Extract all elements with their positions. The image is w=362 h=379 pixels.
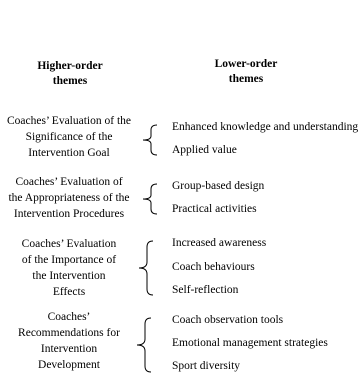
lower-theme-group-based-design: Group-based design [172,180,265,192]
lower-theme-practical-activities: Practical activities [172,203,257,215]
higher-theme-importance: Coaches’ Evaluation of the Importance of the Intervention Effects [21,238,117,298]
brace-significance [142,124,160,156]
brace-importance [138,240,156,296]
lower-theme-coach-behaviours: Coach behaviours [172,261,255,273]
lower-theme-self-reflection: Self-reflection [172,284,239,296]
brace-recommendations [136,317,154,373]
lower-theme-increased-awareness: Increased awareness [172,237,267,249]
lower-theme-sport-diversity: Sport diversity [172,360,241,372]
lower-order-header: Lower-order themes [214,58,278,85]
lower-theme-emotional-management: Emotional management strategies [172,337,328,349]
higher-order-header: Higher-order themes [37,60,103,87]
lower-theme-enhanced-knowledge: Enhanced knowledge and understanding [172,121,359,133]
higher-theme-recommendations: Coaches’ Recommendations for Intervention Development [18,311,120,371]
higher-theme-significance: Coaches’ Evaluation of the Significance of the Intervention Goal [6,115,131,159]
higher-theme-appropriateness: Coaches’ Evaluation of the Appropriateness of the Intervention Procedures [8,176,130,220]
lower-theme-applied-value: Applied value [172,144,237,156]
lower-theme-coach-observation-tools: Coach observation tools [172,314,284,326]
brace-appropriateness [142,183,160,215]
